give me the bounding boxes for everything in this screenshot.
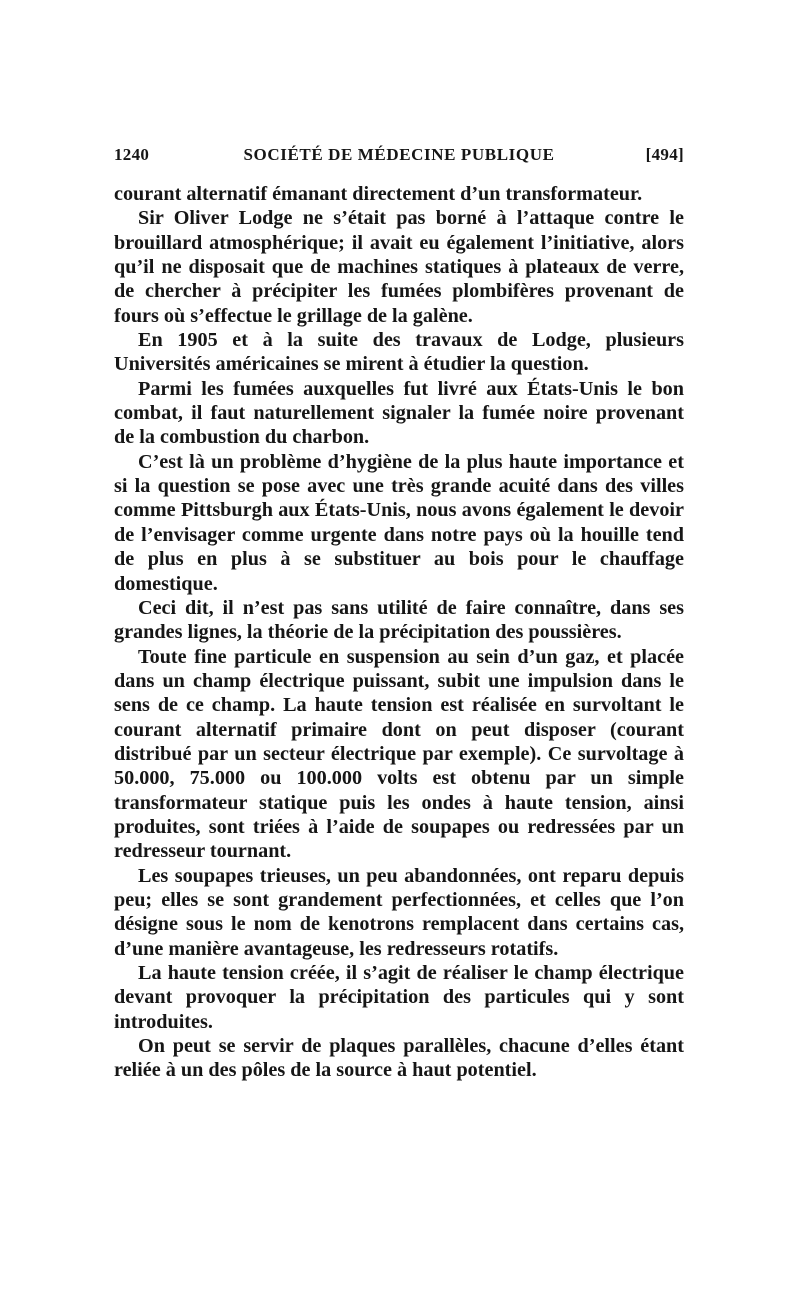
paragraph: En 1905 et à la suite des travaux de Lodge, plusieurs Universités américaines se mirent à étudier la question. [114,329,684,376]
page-header [114,140,684,168]
paragraph: La haute tension créée, il s’agit de réaliser le champ électrique devant provoquer la précipitation des particules qui y sont introduites. [114,962,684,1033]
paragraph-continuation: courant alternatif émanant directement d’un transformateur. [114,183,643,205]
body-text [114,182,684,1083]
original-folio: [494] [645,145,684,164]
paragraph: Sir Oliver Lodge ne s’était pas borné à l’attaque contre le brouillard atmosphérique; il avait eu également l’initiative, alors qu’il ne disposait que de machines statiques à plateaux de verre, de chercher à précipiter les fumées plombifères provenant de fours où s’effectue le grillage de la galène. [114,207,684,327]
paragraph: C’est là un problème d’hygiène de la plus haute importance et si la question se pose avec une très grande acuité dans des villes comme Pittsburgh aux États-Unis, nous avons également le devoir de l’envisager comme urgente dans notre pays où la houille tend de plus en plus à se substituer au bois pour le chauffage domestique. [114,450,684,595]
running-title: SOCIÉTÉ DE MÉDECINE PUBLIQUE [243,145,555,164]
book-page [114,140,684,1083]
paragraph: Les soupapes trieuses, un peu abandonnées, ont reparu depuis peu; elles se sont grandement perfectionnées, et celles que l’on désigne sous le nom de kenotrons remplacent dans certains cas, d’une manière avantageuse, les redresseurs rotatifs. [114,864,684,960]
page-number: 1240 [114,145,150,164]
paragraph: Parmi les fumées auxquelles fut livré aux États-Unis le bon combat, il faut naturellement signaler la fumée noire provenant de la combustion du charbon. [114,377,684,449]
paragraph: Ceci dit, il n’est pas sans utilité de faire connaître, dans ses grandes lignes, la théorie de la précipitation des poussières. [114,596,684,644]
paragraph: On peut se servir de plaques parallèles, chacune d’elles étant reliée à un des pôles de la source à haut potentiel. [114,1035,684,1082]
paragraph: Toute fine particule en suspension au sein d’un gaz, et placée dans un champ électrique puissant, subit une impulsion dans le sens de ce champ. La haute tension est réalisée en survoltant le courant alternatif primaire dont on peut disposer (courant distribué par un secteur électrique par exemple). Ce survoltage à 50.000, 75.000 ou 100.000 volts est obtenu par un simple transformateur statique puis les ondes à haute tension, ainsi produites, sont triées à l’aide de soupapes ou redressées par un redresseur tournant. [114,645,684,863]
